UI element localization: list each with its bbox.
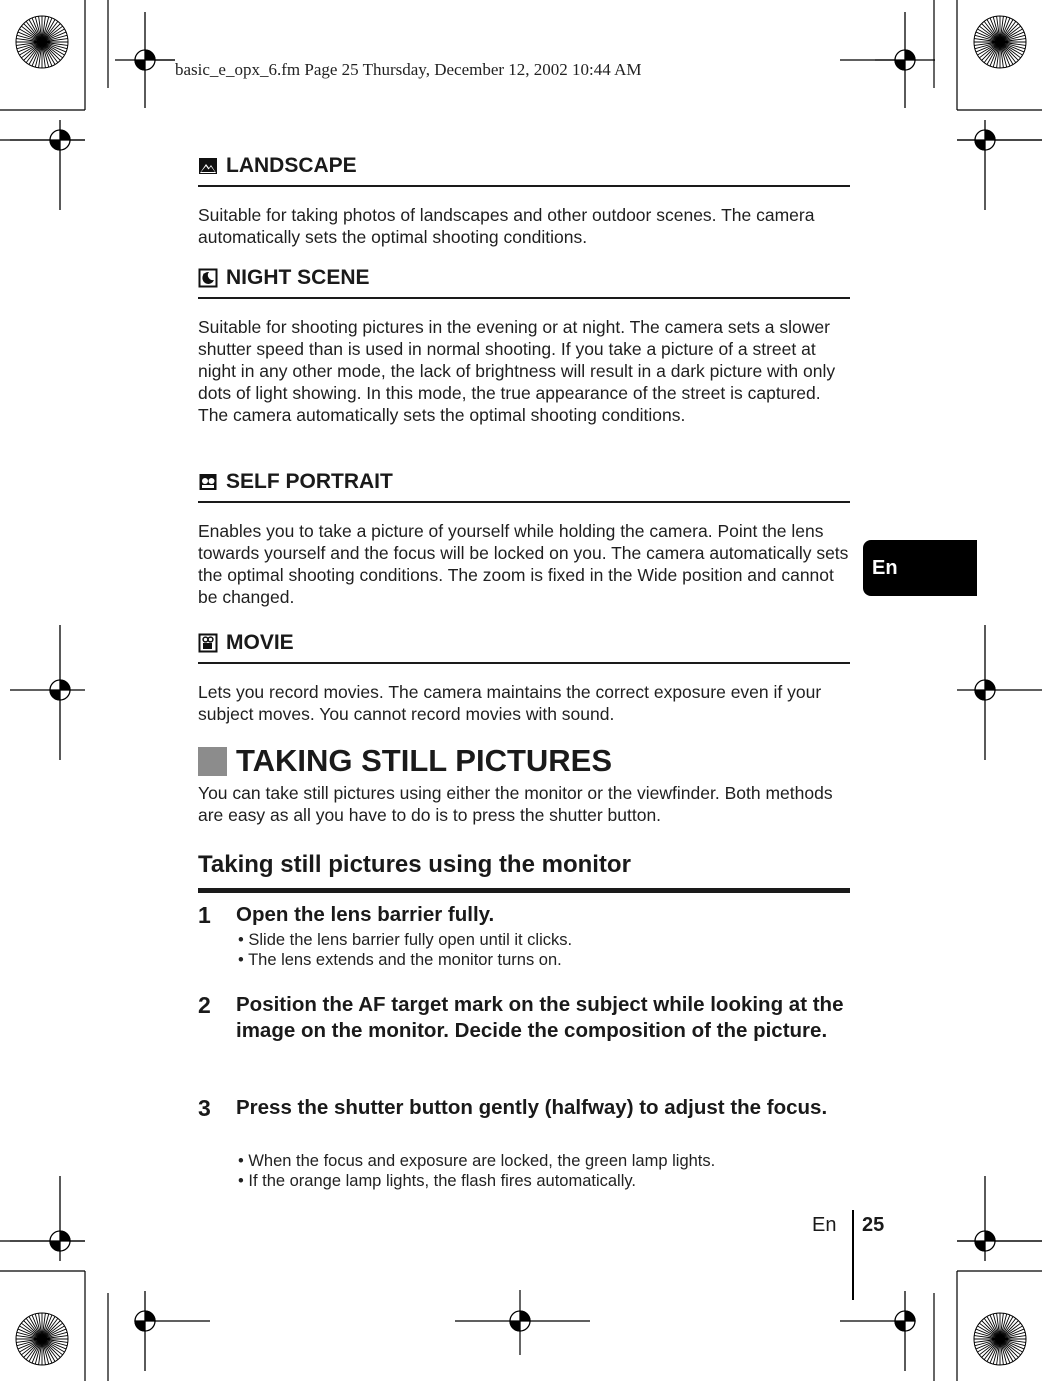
registration-starburst bbox=[974, 16, 1026, 68]
section-heading-movie bbox=[198, 630, 850, 664]
section-heading-landscape bbox=[198, 153, 850, 187]
section-body: Suitable for taking photos of landscapes and other outdoor scenes. The camera automatically sets the optimal shooting conditions. bbox=[198, 205, 815, 247]
slug-line: basic_e_opx_6.fm Page 25 Thursday, December 12, 2002 10:44 AM bbox=[175, 60, 642, 79]
step-text: Position the AF target mark on the subject while looking at the image on the monitor. Decide the composition of the picture. bbox=[236, 993, 844, 1042]
step-bullet: • If the orange lamp lights, the flash fires automatically. bbox=[238, 1172, 636, 1190]
landscape-icon bbox=[198, 156, 218, 176]
night-scene-icon bbox=[198, 268, 218, 288]
main-heading-text: TAKING STILL PICTURES bbox=[236, 743, 613, 778]
main-heading bbox=[198, 743, 612, 779]
section-title: MOVIE bbox=[226, 631, 294, 654]
page-number: 25 bbox=[862, 1214, 885, 1236]
registration-starburst bbox=[974, 1313, 1026, 1365]
step-bullet: • When the focus and exposure are locked, the green lamp lights. bbox=[238, 1152, 716, 1170]
section-body: Enables you to take a picture of yourself while holding the camera. Point the lens towards yourself and the focus will be locked on you. The camera automatically sets the optimal shooting conditions. The zoom is fixed in the Wide position and cannot be changed. bbox=[198, 521, 849, 607]
step-number: 1 bbox=[198, 902, 211, 928]
step-bullet: • The lens extends and the monitor turns on. bbox=[238, 951, 562, 969]
registration-starburst bbox=[16, 16, 68, 68]
section-title: LANDSCAPE bbox=[226, 154, 357, 177]
heading-square-icon bbox=[198, 747, 227, 776]
step-number: 3 bbox=[198, 1095, 211, 1121]
step-number: 2 bbox=[198, 992, 211, 1018]
section-heading-night-scene bbox=[198, 265, 850, 299]
footer-divider bbox=[852, 1210, 854, 1300]
step-text: Open the lens barrier fully. bbox=[236, 903, 495, 926]
section-body: Lets you record movies. The camera maintains the correct exposure even if your subject moves. You cannot record movies with sound. bbox=[198, 682, 822, 724]
language-tab: En bbox=[863, 540, 977, 596]
section-title: SELF PORTRAIT bbox=[226, 470, 393, 493]
self-portrait-icon bbox=[198, 472, 218, 492]
section-heading-self-portrait bbox=[198, 469, 850, 503]
footer-language: En bbox=[812, 1214, 837, 1236]
step-text: Press the shutter button gently (halfway) to adjust the focus. bbox=[236, 1096, 828, 1119]
step-bullet: • Slide the lens barrier fully open until it clicks. bbox=[238, 931, 573, 949]
section-body: Suitable for shooting pictures in the evening or at night. The camera sets a slower shutter speed than is used in normal shooting. If you take a picture of a street at night in any other mode, the lack of brightness will result in a dark picture with only dots of light showing. In this mode, the true appearance of the street is captured. The camera automatically sets the optimal shooting conditions. bbox=[198, 317, 836, 425]
movie-icon bbox=[198, 633, 218, 653]
sub-heading: Taking still pictures using the monitor bbox=[198, 850, 850, 893]
main-intro: You can take still pictures using either the monitor or the viewfinder. Both methods are easy as all you have to do is to press the shutter button. bbox=[198, 783, 833, 825]
section-title: NIGHT SCENE bbox=[226, 266, 370, 289]
registration-starburst bbox=[16, 1313, 68, 1365]
